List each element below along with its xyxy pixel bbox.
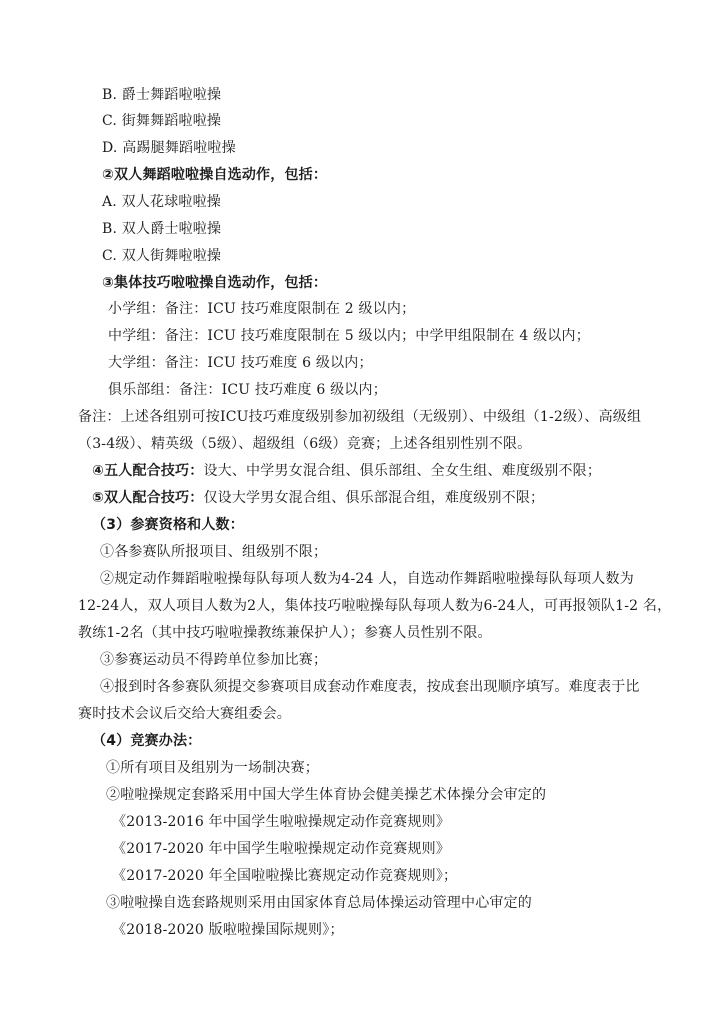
option-line: A. 双人花球啦啦操 bbox=[102, 194, 222, 210]
option-line: C. 双人街舞啦啦操 bbox=[102, 248, 222, 264]
paragraph-line: 赛时技术会议后交给大赛组委会。 bbox=[78, 706, 291, 722]
rule-title-line: 《2018-2020 版啦啦操国际规则》； bbox=[112, 922, 344, 938]
paragraph-line: ③参赛运动员不得跨单位参加比赛； bbox=[100, 652, 328, 668]
section-heading: （3）参赛资格和人数： bbox=[92, 517, 244, 533]
rule-title-line: 《2017-2020 年中国学生啦啦操规定动作竞赛规则》 bbox=[112, 841, 451, 857]
technique-label: ⑤双人配合技巧： bbox=[92, 490, 204, 506]
section-heading: ③集体技巧啦啦操自选动作，包括： bbox=[102, 275, 328, 291]
paragraph-line: 教练1-2名（其中技巧啦啦操教练兼保护人）；参赛人员性别不限。 bbox=[78, 625, 492, 641]
rule-title-line: 《2017-2020 年全国啦啦操比赛规定动作竞赛规则》； bbox=[112, 868, 458, 884]
section-heading: ②双人舞蹈啦啦操自选动作，包括： bbox=[102, 167, 328, 183]
option-line: D. 高踢腿舞蹈啦啦操 bbox=[102, 140, 236, 156]
remark-line: 备注：上述各组别可按ICU技巧难度级别参加初级组（无级别）、中级组（1-2级）、高级组 bbox=[78, 409, 642, 425]
paragraph-line: ①所有项目及组别为一场制决赛； bbox=[106, 760, 319, 776]
group-note-line: 俱乐部组：备注：ICU 技巧难度 6 级以内； bbox=[108, 382, 387, 398]
remark-line: （3-4级）、精英级（5级）、超级组（6级）竞赛；上述各组别性别不限。 bbox=[78, 436, 532, 452]
technique-line bbox=[92, 488, 544, 508]
technique-detail: 设大、中学男女混合组、俱乐部组、全女生组、难度级别不限； bbox=[203, 463, 602, 479]
paragraph-line: 12-24人，双人项目人数为2人，集体技巧啦啦操每队每项人数为6-24人，可再报领队1-2 名， bbox=[78, 598, 672, 614]
paragraph-line: ③啦啦操自选套路规则采用由国家体育总局体操运动管理中心审定的 bbox=[106, 895, 532, 911]
option-line: B. 双人爵士啦啦操 bbox=[102, 221, 222, 237]
technique-line bbox=[92, 461, 601, 481]
paragraph-line: ②啦啦操规定套路采用中国大学生体育协会健美操艺术体操分会审定的 bbox=[106, 787, 547, 803]
group-note-line: 小学组：备注：ICU 技巧难度限制在 2 级以内； bbox=[108, 301, 416, 317]
option-line: C. 街舞舞蹈啦啦操 bbox=[102, 113, 222, 129]
technique-label: ④五人配合技巧： bbox=[92, 463, 204, 479]
paragraph-line: ①各参赛队所报项目、组级别不限； bbox=[100, 544, 328, 560]
rule-title-line: 《2013-2016 年中国学生啦啦操规定动作竞赛规则》 bbox=[112, 814, 451, 830]
technique-detail: 仅设大学男女混合组、俱乐部混合组，难度级别不限； bbox=[203, 490, 545, 506]
section-heading: （4）竞赛办法： bbox=[92, 733, 202, 749]
paragraph-line: ②规定动作舞蹈啦啦操每队每项人数为4-24 人，自选动作舞蹈啦啦操每队每项人数为 bbox=[100, 571, 634, 587]
group-note-line: 中学组：备注：ICU 技巧难度限制在 5 级以内；中学甲组限制在 4 级以内； bbox=[108, 328, 590, 344]
paragraph-line: ④报到时各参赛队须提交参赛项目成套动作难度表，按成套出现顺序填写。难度表于比 bbox=[100, 679, 640, 695]
group-note-line: 大学组：备注：ICU 技巧难度 6 级以内； bbox=[108, 355, 373, 371]
option-line: B. 爵士舞蹈啦啦操 bbox=[102, 87, 222, 103]
